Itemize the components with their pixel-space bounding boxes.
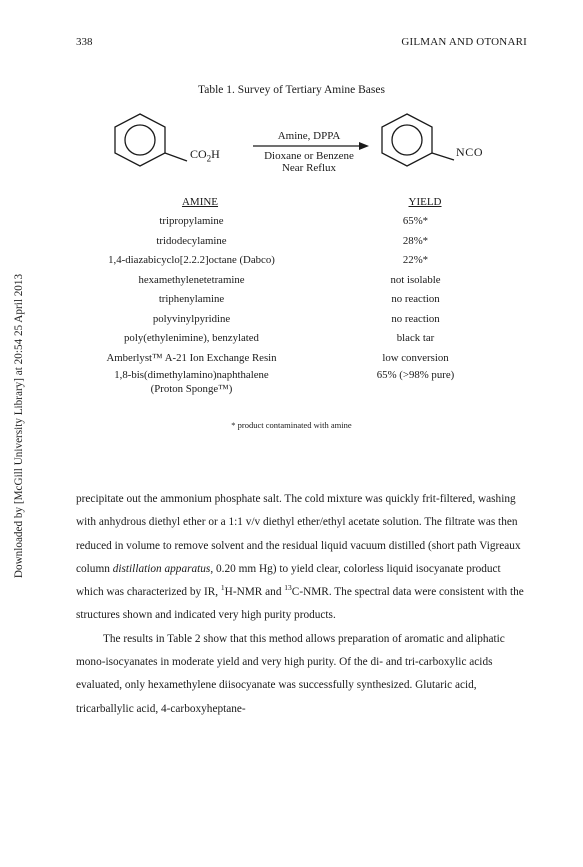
solvent-label: Dioxane or Benzene — [264, 150, 354, 162]
yield-cell — [323, 382, 508, 396]
amine-cell: triphenylamine — [158, 293, 225, 305]
page-number: 338 — [76, 36, 93, 48]
yield-cell: 22%* — [402, 254, 429, 266]
amine-cell: (Proton Sponge™) — [150, 383, 233, 395]
product-benzene-ring — [382, 114, 454, 166]
amine-cell: poly(ethylenimine), benzylated — [124, 332, 259, 344]
table-row — [60, 368, 530, 382]
table-row — [60, 310, 530, 330]
amine-column-header: AMINE — [181, 196, 219, 208]
product-isocyanate-group: NCO — [456, 145, 484, 159]
yield-cell: low conversion — [382, 351, 449, 364]
yield-cell: 65% (>98% pure) — [376, 369, 455, 381]
running-head: GILMAN AND OTONARI — [401, 36, 527, 48]
table-row — [60, 251, 530, 271]
yield-cell: no reaction — [391, 312, 440, 325]
body-text — [76, 488, 524, 721]
yield-cell: 65%* — [402, 215, 429, 227]
amine-cell: tripropylamine — [159, 215, 224, 227]
yield-cell: black tar — [396, 332, 435, 344]
table-row — [60, 271, 530, 291]
table-row — [60, 232, 530, 252]
amine-table-body — [60, 212, 530, 396]
table-row — [60, 382, 530, 396]
table-row — [60, 212, 530, 232]
table-row — [60, 290, 530, 310]
amine-cell: 1,4-diazabicyclo[2.2.2]octane (Dabco) — [108, 254, 275, 266]
yield-cell: no reaction — [391, 293, 440, 305]
table-footnote: * product contaminated with amine — [231, 420, 352, 430]
paragraph: precipitate out the ammonium phosphate salt. The cold mixture was quickly frit-filtered, washing with anhydrous diethyl ether or a 1:1 v/v diethyl ether/ethyl acetate solution. The filtrate was then reduced in volume to remove solvent and the residual liquid vacuum distilled (short path Vigreaux column distillation apparatus, 0.20 mm Hg) to yield clear, colorless liquid isocyanate product which was characterized by IR, $^1$H-NMR and $^{13}$C-NMR. The spectral data were consistent with the structures shown and indicated very high purity products. — [76, 493, 524, 622]
amine-cell: tridodecylamine — [156, 234, 227, 247]
yield-cell: not isolable — [390, 273, 441, 286]
table-caption: Table 1. Survey of Tertiary Amine Bases — [198, 84, 385, 96]
amine-cell: polyvinylpyridine — [152, 312, 231, 325]
amine-cell: Amberlyst™ A-21 Ion Exchange Resin — [106, 351, 277, 364]
amine-cell: 1,8-bis(dimethylamino)naphthalene — [114, 369, 269, 381]
reaction-arrow — [253, 142, 369, 150]
table-row — [60, 349, 530, 369]
condition-label: Near Reflux — [281, 162, 337, 174]
table-row — [60, 329, 530, 349]
reactant-benzene-ring — [115, 114, 187, 166]
download-watermark: Downloaded by [McGill University Library] at 20:54 25 April 2013 — [13, 273, 25, 579]
yield-column-header: YIELD — [408, 196, 442, 208]
amine-cell: hexamethylenetetramine — [138, 273, 245, 286]
paragraph: The results in Table 2 show that this method allows preparation of aromatic and aliphatic mono-isocyanates in moderate yield and very high purity. Of the di- and tri-carboxylic acids evaluated, only hexamethylene diisocyanate was successfully synthesized. Glutaric acid, tricarballylic acid, 4-carboxyheptane- — [76, 632, 505, 715]
reactant-carboxyl-group: $CO_2H$ — [190, 147, 220, 164]
yield-cell: 28%* — [402, 234, 429, 247]
reagent-label: Amine, DPPA — [277, 130, 341, 142]
